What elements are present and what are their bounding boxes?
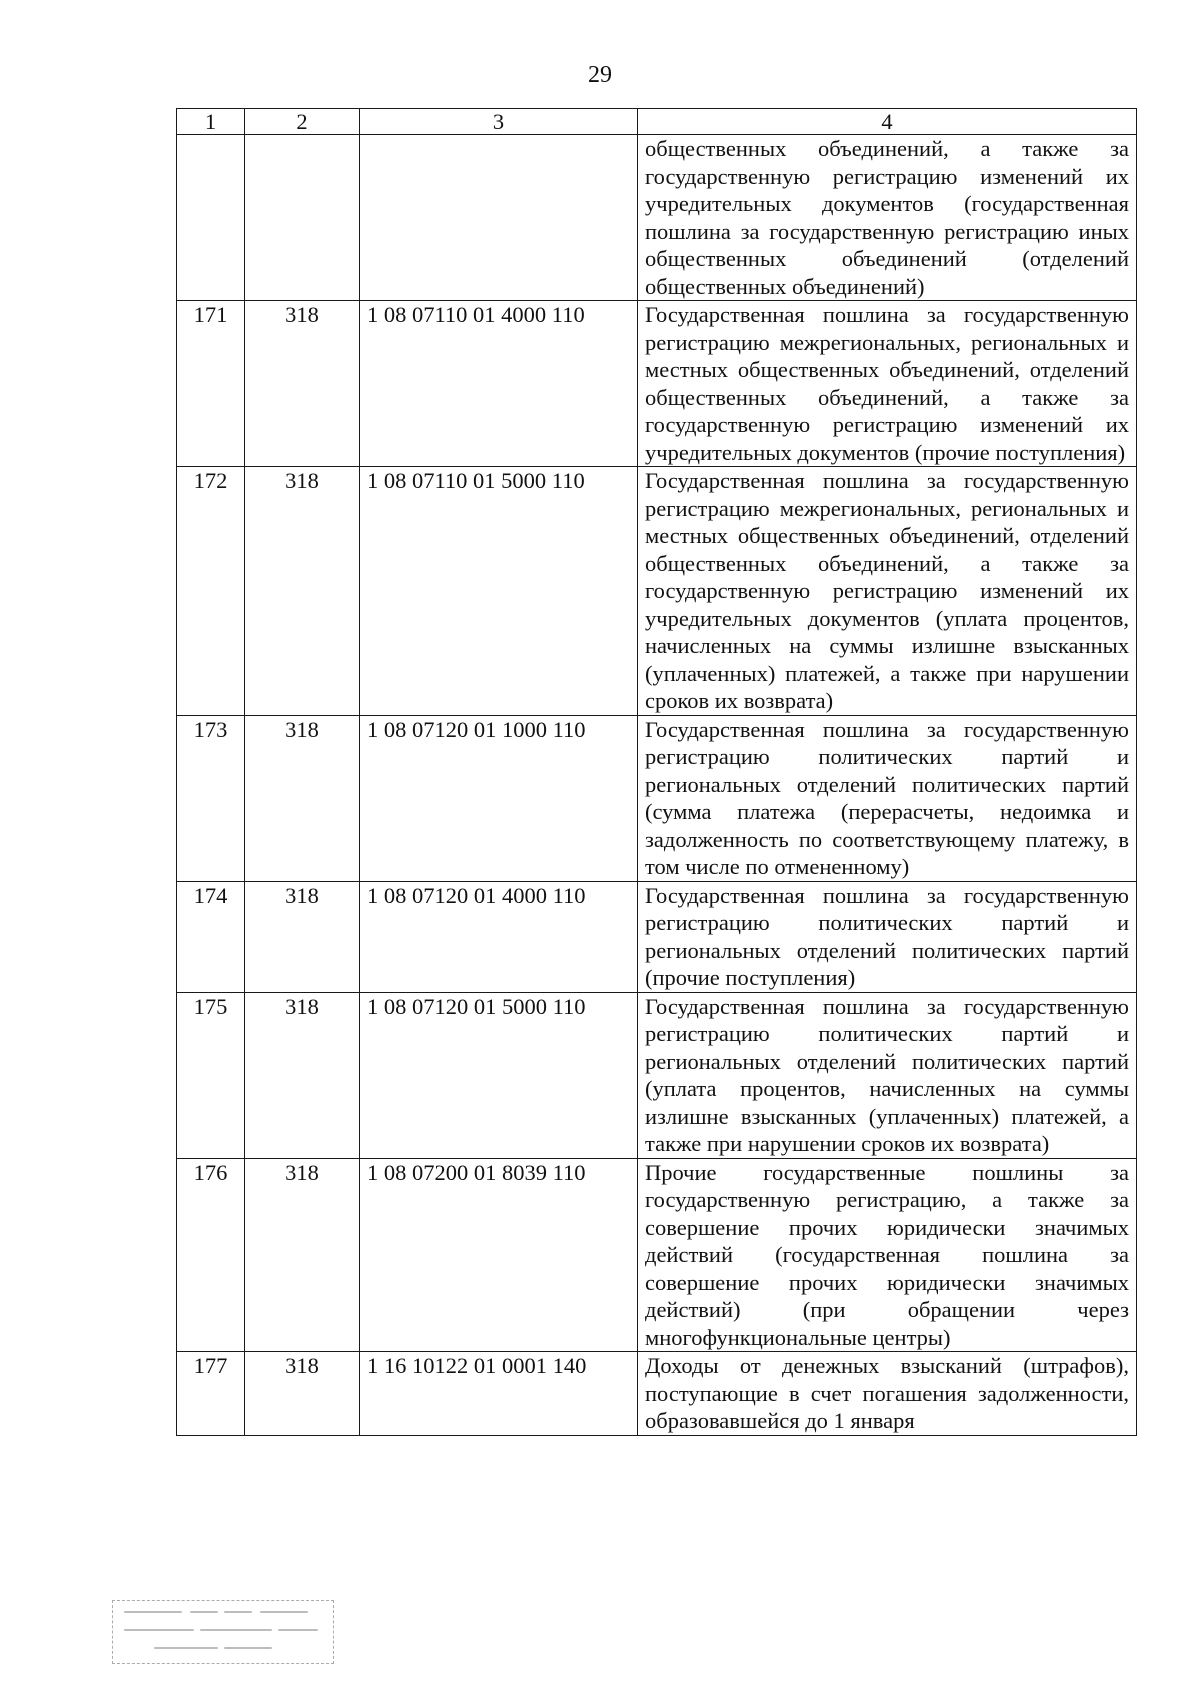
revenue-description: Государственная пошлина за государственную регистрацию политических партий и региональных отделений политических партий (сумма платежа (перерасчеты, недоимка и задолженность по соответствующему платежу, в том числе по отмененному) [638,715,1137,881]
budget-classification-code: 1 08 07120 01 5000 110 [360,992,638,1158]
revenue-description: Государственная пошлина за государственную регистрацию межрегиональных, региональных и местных общественных объединений, отделений общественных объединений, а также за государственную регистрацию изменений их учредительных документов (уплата процентов, начисленных на суммы излишне взысканных (уплаченных) платежей, а также при нарушении сроков их возврата) [638,467,1137,716]
budget-classification-code: 1 08 07120 01 4000 110 [360,881,638,992]
budget-classification-code: 1 16 10122 01 0001 140 [360,1352,638,1436]
column-header-2: 2 [245,109,360,135]
row-number: 175 [177,992,245,1158]
revenue-description: общественных объединений, а также за государственную регистрацию изменений их учредительных документов (государственная пошлина за государственную регистрацию иных общественных объединений (отделений общественных объединений) [638,135,1137,301]
revenue-description: Государственная пошлина за государственную регистрацию политических партий и региональных отделений политических партий (прочие поступления) [638,881,1137,992]
table-row [177,715,1137,881]
table-header-row [177,109,1137,135]
table-row [177,992,1137,1158]
budget-classification-code: 1 08 07110 01 4000 110 [360,301,638,467]
row-number: 172 [177,467,245,716]
administrator-code [245,135,360,301]
row-number: 171 [177,301,245,467]
administrator-code: 318 [245,715,360,881]
budget-classification-code [360,135,638,301]
column-header-3: 3 [360,109,638,135]
administrator-code: 318 [245,1158,360,1352]
administrator-code: 318 [245,881,360,992]
budget-classification-code: 1 08 07200 01 8039 110 [360,1158,638,1352]
row-number [177,135,245,301]
budget-codes-table [176,108,1137,1436]
administrator-code: 318 [245,467,360,716]
table-row-continuation [177,135,1137,301]
column-header-1: 1 [177,109,245,135]
administrator-code: 318 [245,1352,360,1436]
stamp-scribble-icon [121,1604,325,1658]
table-row [177,1352,1137,1436]
table-row [177,881,1137,992]
row-number: 173 [177,715,245,881]
column-header-4: 4 [638,109,1137,135]
revenue-description: Государственная пошлина за государственную регистрацию межрегиональных, региональных и местных общественных объединений, отделений общественных объединений, а также за государственную регистрацию изменений их учредительных документов (прочие поступления) [638,301,1137,467]
revenue-description: Государственная пошлина за государственную регистрацию политических партий и региональных отделений политических партий (уплата процентов, начисленных на суммы излишне взысканных (уплаченных) платежей, а также при нарушении сроков их возврата) [638,992,1137,1158]
revenue-description: Прочие государственные пошлины за государственную регистрацию, а также за совершение прочих юридически значимых действий (государственная пошлина за совершение прочих юридически значимых действий) (при обращении через многофункциональные центры) [638,1158,1137,1352]
revenue-description: Доходы от денежных взысканий (штрафов), поступающие в счет погашения задолженности, образовавшейся до 1 января [638,1352,1137,1436]
row-number: 176 [177,1158,245,1352]
table-row [177,301,1137,467]
budget-classification-code: 1 08 07110 01 5000 110 [360,467,638,716]
administrator-code: 318 [245,301,360,467]
table-row [177,1158,1137,1352]
administrator-code: 318 [245,992,360,1158]
row-number: 177 [177,1352,245,1436]
budget-classification-code: 1 08 07120 01 1000 110 [360,715,638,881]
row-number: 174 [177,881,245,992]
table-row [177,467,1137,716]
page-number: 29 [588,62,612,88]
registration-stamp [112,1600,334,1664]
